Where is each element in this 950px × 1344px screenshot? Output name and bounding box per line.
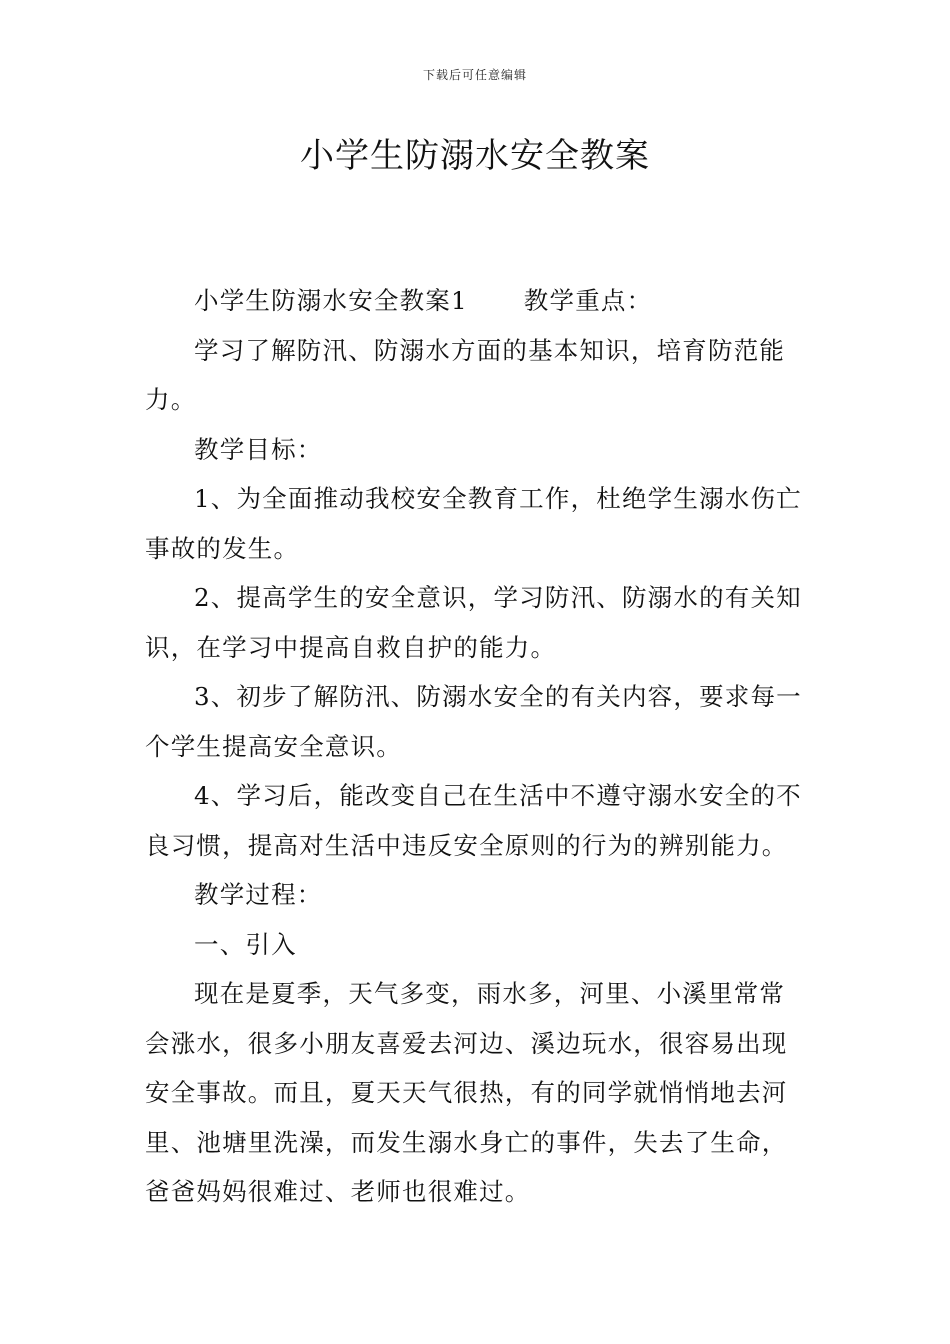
focus-heading: 教学重点： xyxy=(523,286,653,315)
paragraph: 教学目标： xyxy=(194,434,323,464)
paragraph: 一、引入 xyxy=(194,929,297,959)
document-title: 小学生防溺水安全教案 xyxy=(300,136,650,176)
paragraph: 教学过程： xyxy=(194,880,323,909)
paragraph: 2、提高学生的安全意识，学习防汛、防溺水的有关知识，在学习中提高自救自护的能力。 xyxy=(145,583,802,662)
paragraph: 3、初步了解防汛、防溺水安全的有关内容，要求每一个学生提高安全意识。 xyxy=(145,682,802,761)
header-note: 下载后可任意编辑 xyxy=(422,68,527,82)
document-body xyxy=(145,276,807,1217)
paragraph: 现在是夏季，天气多变，雨水多，河里、小溪里常常会涨水，很多小朋友喜爱去河边、溪边玩水，很容易出现安全事故。而且，夏天天气很热，有的同学就悄悄地去河里、池塘里洗澡，而发生溺水身亡的事件，失去了生命，爸爸妈妈很难过、老师也很难过。 xyxy=(145,979,788,1206)
section-heading-line xyxy=(145,276,807,326)
paragraph: 4、学习后，能改变自己在生活中不遵守溺水安全的不良习惯，提高对生活中违反安全原则的行为的辨别能力。 xyxy=(145,781,802,860)
paragraph: 学习了解防汛、防溺水方面的基本知识，培育防范能力。 xyxy=(145,335,786,414)
paragraph: 1、为全面推动我校安全教育工作，杜绝学生溺水伤亡事故的发生。 xyxy=(145,484,802,563)
section-heading: 小学生防溺水安全教案1 xyxy=(194,286,468,315)
